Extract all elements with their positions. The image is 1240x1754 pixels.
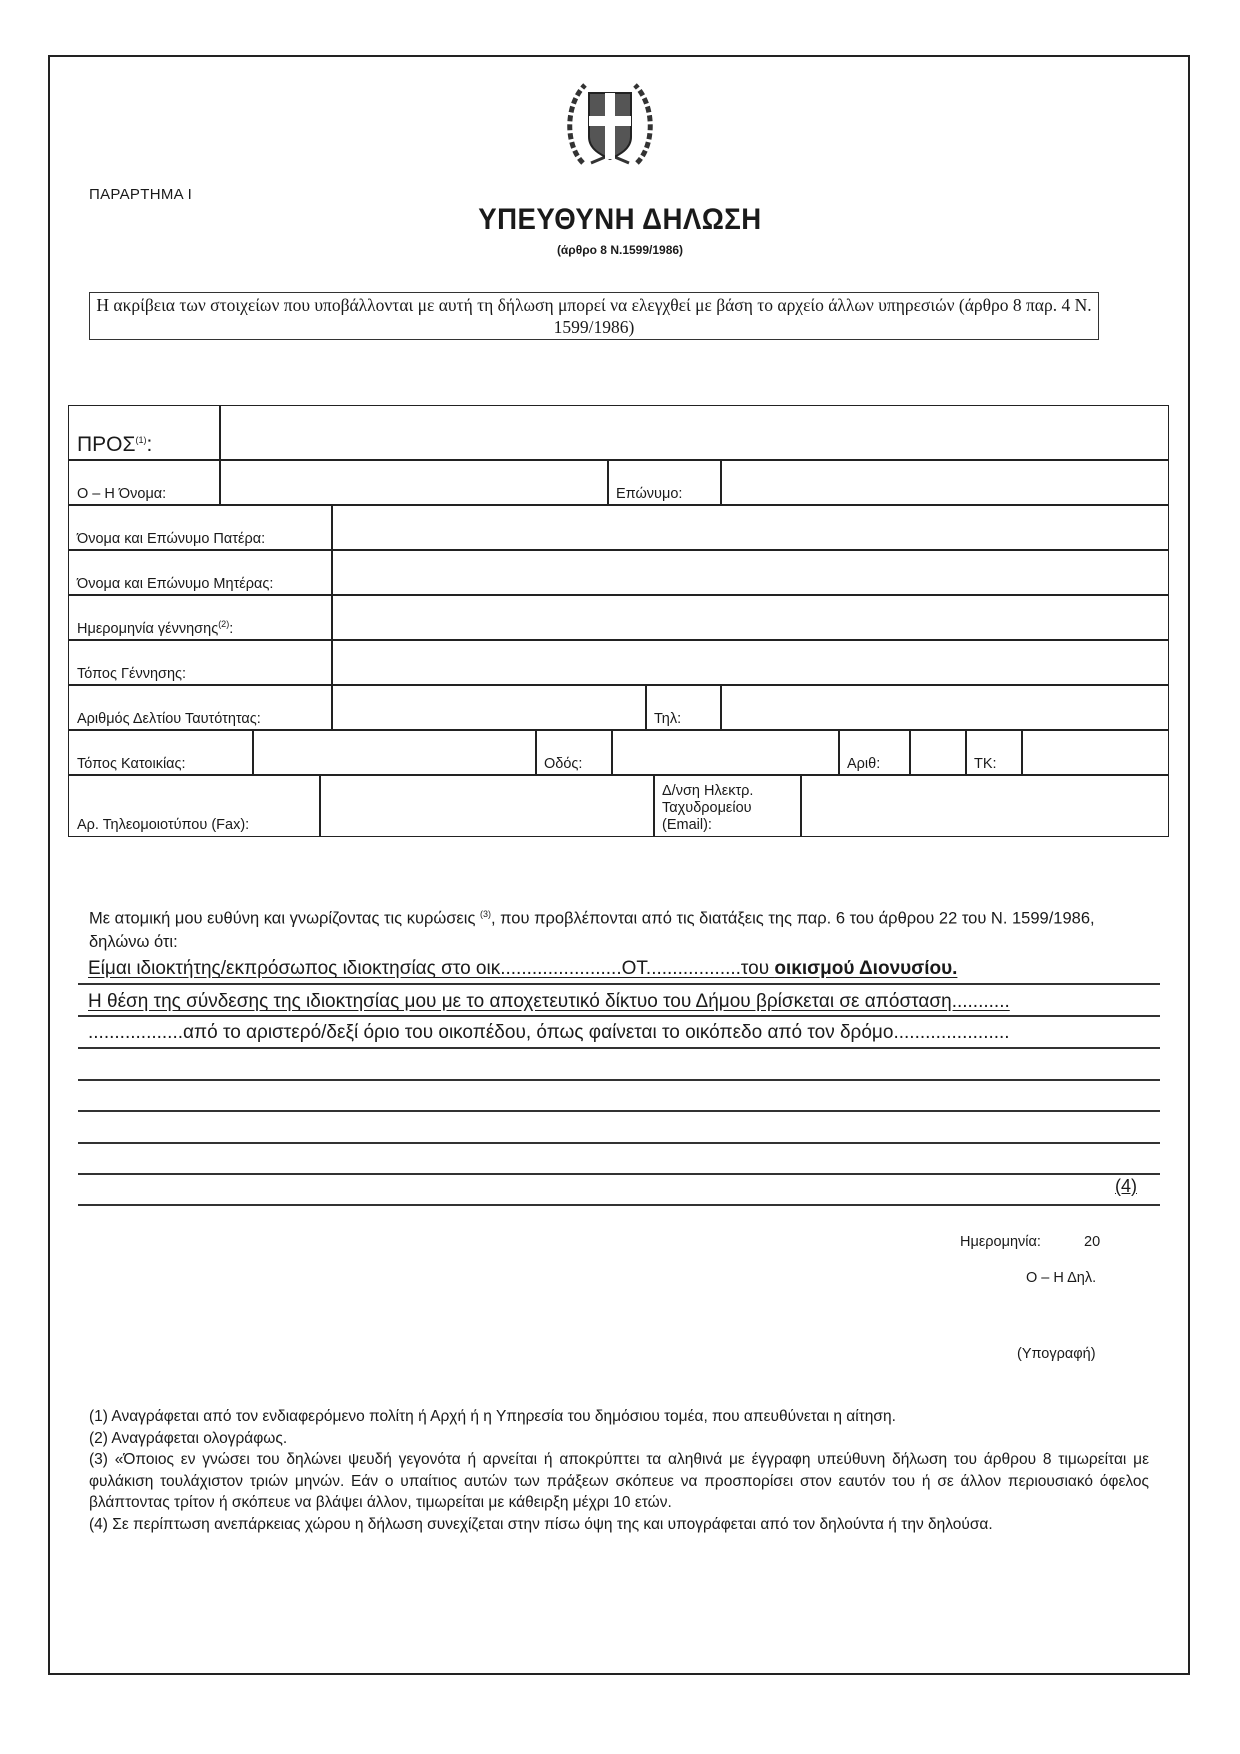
writing-line[interactable] (78, 1142, 1160, 1144)
id-number-label: Αριθμός Δελτίου Ταυτότητας: (77, 711, 261, 727)
accuracy-notice: Η ακρίβεια των στοιχείων που υποβάλλονται με αυτή τη δήλωση μπορεί να ελεγχθεί με βάση το αρχείο άλλων υπηρεσιών (άρθρο 8 παρ. 4 Ν. 1599/1986) (89, 292, 1099, 340)
email-label-cell (653, 774, 802, 837)
pros-label: ΠΡΟΣ$^{(1)}$: (77, 433, 153, 456)
surname-field[interactable] (720, 459, 1169, 506)
first-name-label: Ο – Η Όνομα: (77, 486, 167, 502)
birth-date-label-cell (68, 594, 333, 641)
phone-field[interactable] (720, 684, 1169, 731)
date-label: Ημερομηνία: (960, 1234, 1041, 1250)
document-title: ΥΠΕΥΘΥΝΗ ΔΗΛΩΣΗ (478, 203, 762, 236)
father-name-label-cell (68, 504, 333, 551)
writing-line[interactable] (78, 1110, 1160, 1112)
writing-line (78, 1047, 1160, 1049)
birth-place-label-cell (68, 639, 333, 686)
writing-line[interactable] (78, 1079, 1160, 1081)
writing-line[interactable] (78, 1204, 1160, 1206)
email-label: Δ/νση Ηλεκτρ. Ταχυδρομείου (Email): (662, 783, 754, 833)
mother-name-field[interactable] (331, 549, 1169, 596)
writing-line[interactable] (78, 1173, 1160, 1175)
pros-label-cell (68, 405, 221, 461)
signature-label[interactable]: (Υπογραφή) (1017, 1346, 1096, 1362)
phone-label: Τηλ: (654, 711, 682, 727)
declarant-label: Ο – Η Δηλ. (1026, 1270, 1097, 1286)
street-number-field[interactable] (909, 729, 967, 776)
declaration-line-1[interactable]: Είμαι ιδιοκτήτης/εκπρόσωπος ιδιοκτησίας στο οικ.......................ΟΤ..................του οικισμού Διονυσίου. (88, 958, 958, 979)
birth-date-field[interactable] (331, 594, 1169, 641)
email-field[interactable] (800, 774, 1169, 837)
birth-date-label: Ημερομηνία γέννησης$^{(2)}$: (77, 619, 234, 637)
street-field[interactable] (611, 729, 840, 776)
id-number-field[interactable] (331, 684, 647, 731)
footnote-4-reference: (4) (1115, 1176, 1137, 1196)
footnote-3: (3) «Όποιος εν γνώσει του δηλώνει ψευδή γεγονότα ή αρνείται ή αποκρύπτει τα αληθινά με έγγραφη υπεύθυνη δήλωση του άρθρου 8 τιμωρείται με φυλάκιση τουλάχιστον τριών μηνών. Εάν ο υπαίτιος αυτών των πράξεων σκόπευε να προσπορίσει στον εαυτόν του ή σε άλλον περιουσιακό όφελος βλάπτοντας τρίτον ή σκόπευε να βλάψει άλλον, τιμωρείται με κάθειρξη μέχρι 10 ετών. (89, 1451, 1149, 1511)
fax-field[interactable] (319, 774, 655, 837)
street-number-label-cell (838, 729, 911, 776)
footnotes (89, 1406, 1149, 1535)
surname-label: Επώνυμο: (616, 486, 683, 502)
id-number-label-cell (68, 684, 333, 731)
first-name-label-cell (68, 459, 221, 506)
date-year[interactable]: 20 (1084, 1234, 1101, 1250)
footnote-1: (1) Αναγράφεται από τον ενδιαφερόμενο πολίτη ή Αρχή ή η Υπηρεσία του δημόσιου τομέα, που απευθύνεται η αίτηση. (89, 1408, 896, 1425)
declaration-line-2[interactable]: Η θέση της σύνδεσης της ιδιοκτησίας μου με το αποχετευτικό δίκτυο του Δήμου βρίσκεται σε απόσταση........... (88, 991, 1010, 1012)
document-subtitle: (άρθρο 8 Ν.1599/1986) (556, 243, 684, 257)
postal-code-field[interactable] (1021, 729, 1169, 776)
fax-label: Αρ. Τηλεομοιοτύπου (Fax): (77, 817, 250, 833)
declaration-line-3[interactable]: ..................από το αριστερό/δεξί όριο του οικοπέδου, όπως φαίνεται το οικόπεδο από τον δρόμο...................... (88, 1022, 1010, 1043)
declaration-intro: Με ατομική μου ευθύνη και γνωρίζοντας τις κυρώσεις $^{(3)}$, που προβλέπονται από τις διατάξεις της παρ. 6 του άρθρου 22 του Ν. 1599/1986, δηλώνω ότι: (89, 909, 1095, 951)
mother-name-label-cell (68, 549, 333, 596)
fax-label-cell (68, 774, 321, 837)
footnote-4: (4) Σε περίπτωση ανεπάρκειας χώρου η δήλωση συνεχίζεται στην πίσω όψη της και υπογράφεται από τον δηλούντα ή την δηλούσα. (89, 1515, 993, 1533)
phone-label-cell (645, 684, 722, 731)
annex-label: ΠΑΡΑΡΤΗΜΑ Ι (89, 186, 193, 203)
writing-line (78, 983, 1160, 985)
postal-code-label: ΤΚ: (974, 756, 997, 772)
street-number-label: Αριθ: (847, 756, 881, 772)
footnote-2: (2) Αναγράφεται ολογράφως. (89, 1429, 288, 1447)
street-label-cell (535, 729, 613, 776)
postal-code-label-cell (965, 729, 1023, 776)
pros-field[interactable] (219, 405, 1169, 461)
street-label: Οδός: (544, 756, 583, 772)
father-name-field[interactable] (331, 504, 1169, 551)
writing-line (78, 1015, 1160, 1017)
greek-coat-of-arms-icon (563, 75, 657, 175)
residence-field[interactable] (252, 729, 537, 776)
father-name-label: Όνομα και Επώνυμο Πατέρα: (77, 531, 266, 547)
residence-label: Τόπος Κατοικίας: (77, 756, 186, 772)
first-name-field[interactable] (219, 459, 609, 506)
surname-label-cell (607, 459, 722, 506)
birth-place-field[interactable] (331, 639, 1169, 686)
residence-label-cell (68, 729, 254, 776)
birth-place-label: Τόπος Γέννησης: (77, 666, 187, 682)
mother-name-label: Όνομα και Επώνυμο Μητέρας: (77, 576, 274, 592)
